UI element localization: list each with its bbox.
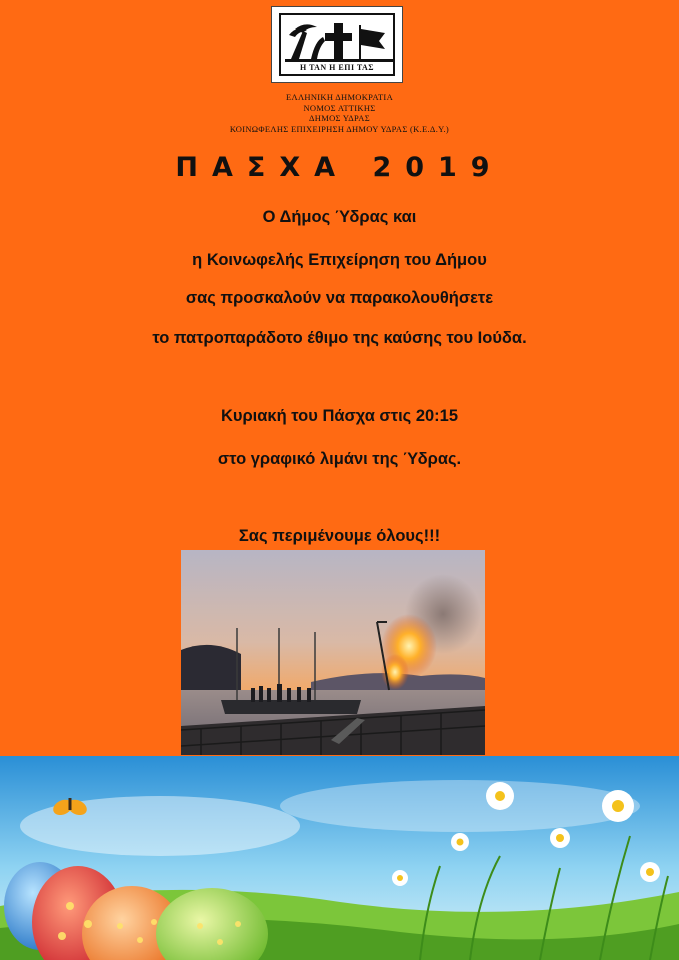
invitation-line-3: σας προσκαλούν να παρακολουθήσετε bbox=[185, 289, 494, 307]
easter-eggs-meadow-illustration bbox=[0, 756, 679, 960]
header-line-enterprise: ΚΟΙΝΩΦΕΛΗΣ ΕΠΙΧΕΙΡΗΣΗ ΔΗΜΟΥ ΥΔΡΑΣ (Κ.Ε.Δ.Υ.) bbox=[229, 123, 450, 134]
logo-motto: Η ΤΑΝ Η ΕΠΙ ΤΑΣ bbox=[299, 63, 374, 72]
invitation-line-2: η Κοινωφελής Επιχείρηση του Δήμου bbox=[192, 251, 487, 269]
header-line-prefecture: ΝΟΜΟΣ ΑΤΤΙΚΗΣ bbox=[303, 102, 376, 113]
judas-burning-photo bbox=[181, 550, 485, 755]
invitation-line-1: Ο Δήμος Ύδρας και bbox=[262, 208, 417, 226]
header-line-municipality: ΔΗΜΟΣ ΥΔΡΑΣ bbox=[309, 113, 370, 123]
poster-title: ΠΑΣΧΑ 2019 bbox=[175, 152, 504, 183]
issuer-header bbox=[0, 92, 679, 134]
event-location: στο γραφικό λιμάνι της Ύδρας. bbox=[217, 450, 462, 468]
municipality-logo bbox=[271, 6, 403, 83]
invitation-line-4: το πατροπαράδοτο έθιμο της καύσης του Ιούδα. bbox=[152, 329, 527, 347]
event-time: Κυριακή του Πάσχα στις 20:15 bbox=[220, 407, 459, 425]
closing-line: Σας περιμένουμε όλους!!! bbox=[238, 527, 441, 545]
header-line-republic: ΕΛΛΗΝΙΚΗ ΔΗΜΟΚΡΑΤΙΑ bbox=[285, 92, 394, 102]
logo-frame bbox=[279, 13, 395, 76]
